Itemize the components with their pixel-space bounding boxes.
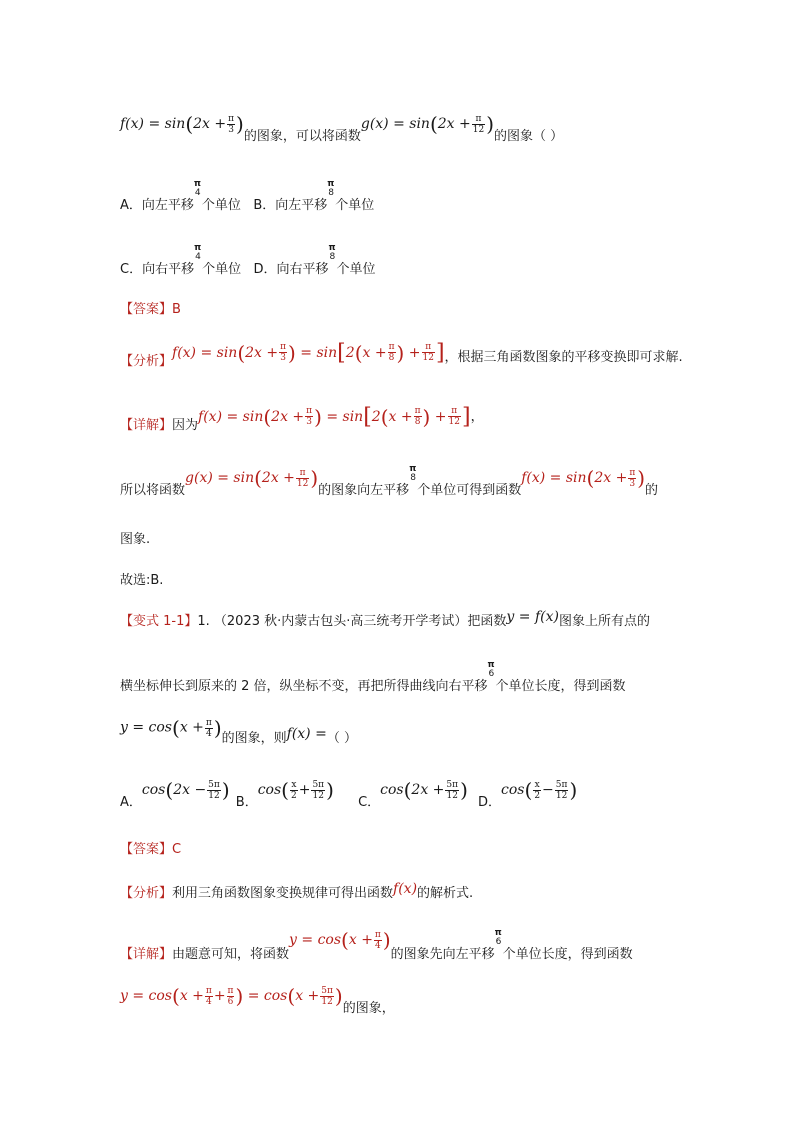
option-d[interactable]: D．向右平移 π 8 个单位 [253, 243, 376, 277]
analysis-1: 【分析】f(x) = sin(2x + $\frac{\pi}{3}$ ) = sin[2(x + $\frac{\pi}{8}$ ) + $\frac{\pi}{12}$ ]，根据三角函数图象的平移变换即可求解. [120, 340, 683, 369]
option-a[interactable]: A．向左平移 π 4 个单位 [120, 179, 241, 213]
detail-1b: 所以将函数g(x) = sin(2x + $\frac{\pi}{12}$ )的图象向左平移 π 8 个单位可得到函数f(x) = sin(2x + $\frac{\pi}{3}$ )的 [120, 464, 659, 498]
variant-stem: 【变式 1-1】1. （2023 秋·内蒙古包头·高三统考开学考试）把函数y = f(x)图象上所有点的 [120, 609, 650, 629]
variant-line-3: y = cos(x + $\frac{\pi}{4}$ )的图象，则f(x) =（ ） [120, 716, 357, 746]
variant-line-2: 横坐标伸长到原来的 2 倍，纵坐标不变，再把所得曲线向右平移 π 6 个单位长度，得到函数 [120, 660, 626, 694]
option-2a[interactable]: A．cos(2x − $\frac{5\pi}{12}$ ) [120, 778, 230, 810]
f-eq: f(x) = sin(2x + $\frac{\pi}{3}$ ) [120, 112, 244, 136]
options-row-ab [120, 179, 375, 213]
answer-1: 【答案】B [120, 302, 181, 317]
detail-2b: y = cos(x + $\frac{\pi}{4}$ + $\frac{\pi}{6}$ ) = cos(x + $\frac{5\pi}{12}$ )的图象， [120, 984, 395, 1016]
g-eq: g(x) = sin(2x + $\frac{\pi}{12}$ ) [360, 112, 495, 136]
option-2d[interactable]: D．cos( $\frac{x}{2}$ − $\frac{5\pi}{12}$ ) [478, 778, 578, 810]
detail-2: 【详解】由题意可知，将函数y = cos(x + $\frac{\pi}{4}$ )的图象先向左平移 π 6 个单位长度，得到函数 [120, 928, 633, 962]
choose-1: 故选:B. [120, 573, 164, 588]
detail-1: 【详解】因为f(x) = sin(2x + $\frac{\pi}{3}$ ) = sin[2(x + $\frac{\pi}{8}$ ) + $\frac{\pi}{12}$ ]， [120, 404, 484, 433]
analysis-1-eq: f(x) = sin(2x + $\frac{\pi}{3}$ ) = sin[2(x + $\frac{\pi}{8}$ ) + $\frac{\pi}{12}$ ] [172, 340, 445, 365]
options-2 [120, 778, 578, 810]
options-row-cd [120, 243, 376, 277]
analysis-2: 【分析】利用三角函数图象变换规律可得出函数f(x)的解析式. [120, 881, 474, 901]
option-c[interactable]: C．向右平移 π 4 个单位 [120, 243, 242, 277]
detail-1-eq: f(x) = sin(2x + $\frac{\pi}{3}$ ) = sin[2(x + $\frac{\pi}{8}$ ) + $\frac{\pi}{12}$ ] [198, 404, 471, 429]
question-stem: f(x) = sin(2x + $\frac{\pi}{3}$ )的图象，可以将函数g(x) = sin(2x + $\frac{\pi}{12}$ )的图象（ ） [120, 112, 564, 144]
answer-2: 【答案】C [120, 842, 182, 857]
detail-1c: 图象. [120, 532, 151, 547]
option-b[interactable]: B．向左平移 π 8 个单位 [253, 179, 375, 213]
option-2b[interactable]: B．cos( $\frac{x}{2}$ + $\frac{5\pi}{12}$ ) [235, 778, 334, 810]
option-2c[interactable]: C．cos(2x + $\frac{5\pi}{12}$ ) [358, 778, 468, 810]
